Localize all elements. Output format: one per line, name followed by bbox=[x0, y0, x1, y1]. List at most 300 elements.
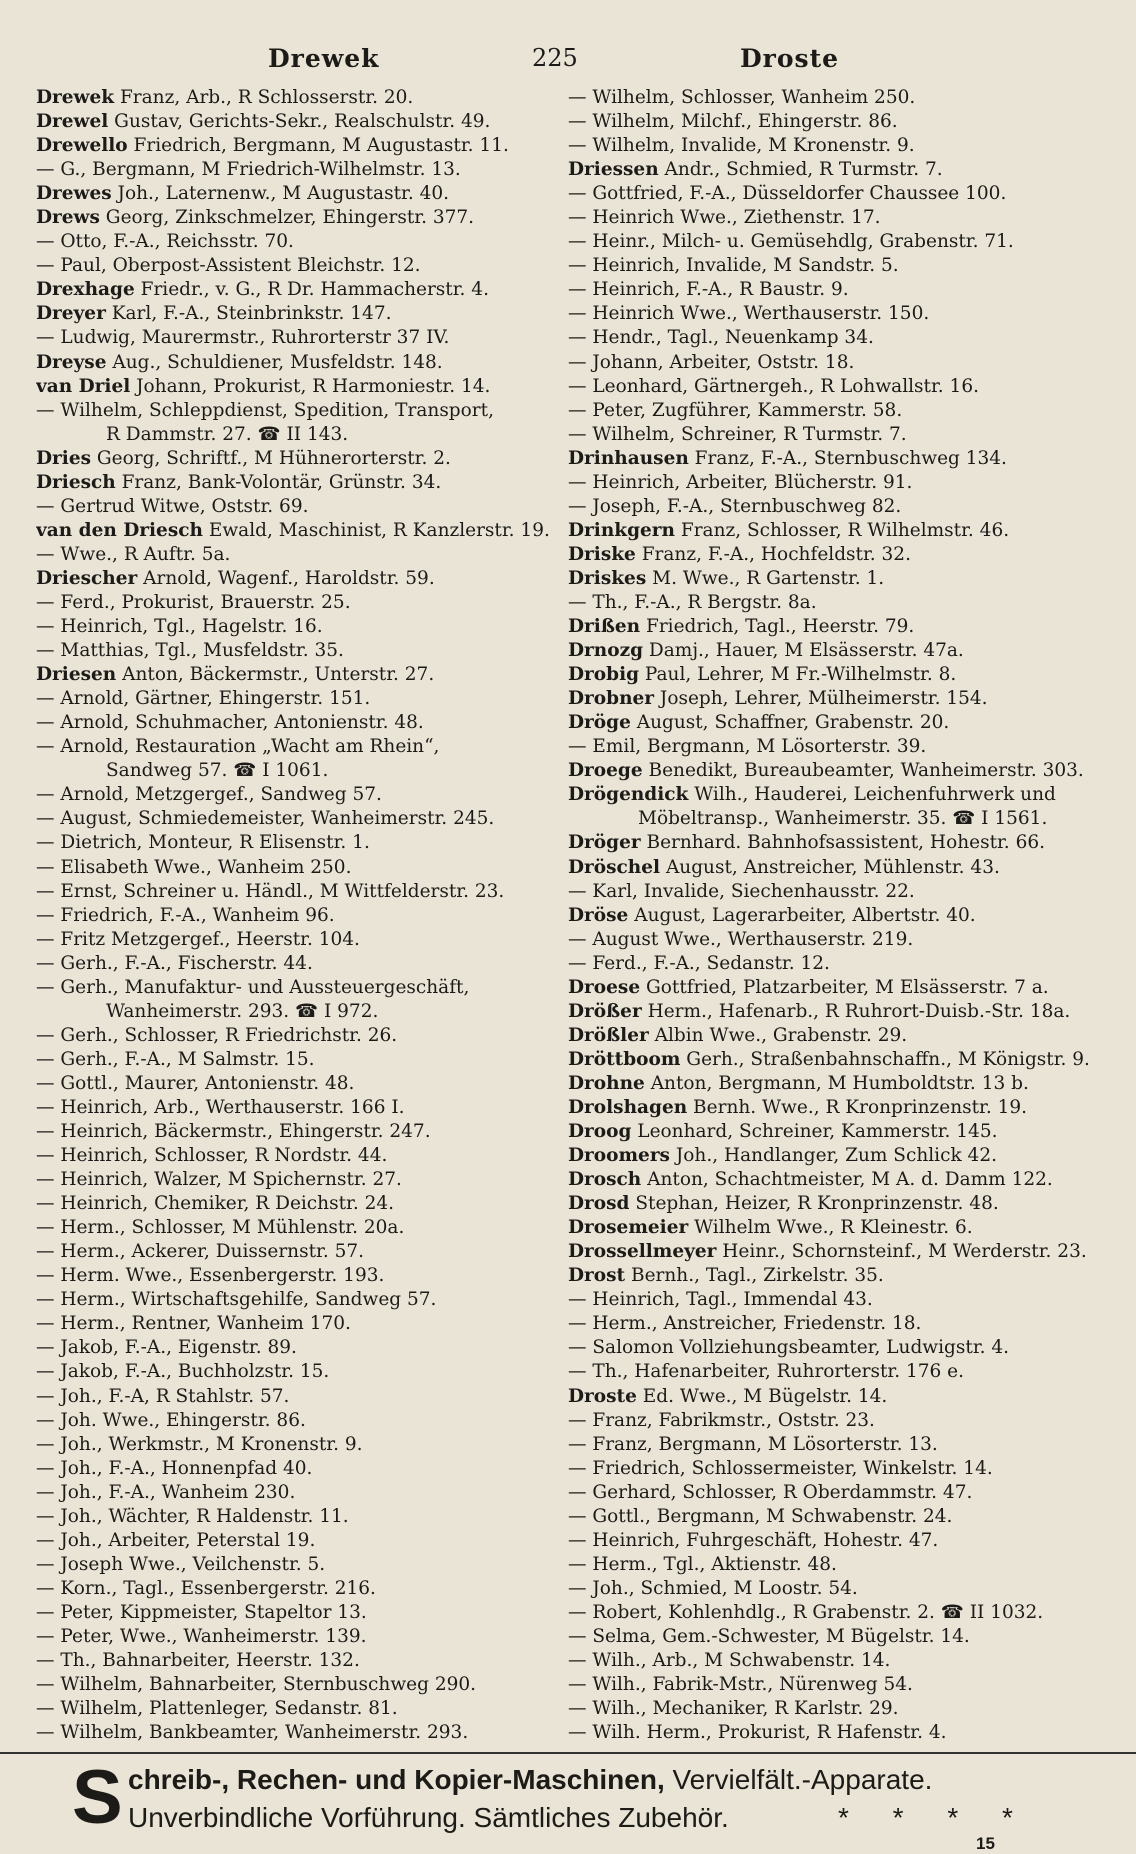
entry-text: — Gerh., Schlosser, R Friedrichstr. 26. bbox=[36, 1024, 398, 1046]
entry-surname: Drnozg bbox=[568, 640, 644, 662]
directory-entry bbox=[568, 519, 1108, 543]
directory-entry bbox=[36, 206, 556, 230]
directory-entry bbox=[36, 1264, 556, 1288]
directory-entry bbox=[568, 134, 1108, 158]
directory-entry bbox=[568, 856, 1108, 880]
entry-text: — Emil, Bergmann, M Lösorterstr. 39. bbox=[568, 736, 927, 758]
entry-text: — Franz, Fabrikmstr., Oststr. 23. bbox=[568, 1409, 875, 1431]
ad-line-1 bbox=[128, 1764, 932, 1796]
entry-text: Gottfried, Platzarbeiter, M Elsässerstr. 7 a. bbox=[640, 976, 1049, 998]
entry-surname: Drosemeier bbox=[568, 1217, 689, 1239]
entry-text: — G., Bergmann, M Friedrich-Wilhelmstr. 13. bbox=[36, 159, 461, 181]
entry-surname: van den Driesch bbox=[36, 519, 203, 541]
directory-entry bbox=[36, 254, 556, 278]
directory-entry bbox=[36, 904, 556, 928]
directory-entry bbox=[36, 1601, 556, 1625]
directory-entry bbox=[568, 1336, 1108, 1360]
entry-text: Möbeltransp., Wanheimerstr. 35. ☎ I 1561. bbox=[638, 808, 1048, 830]
entry-text: — Joh., Arbeiter, Peterstal 19. bbox=[36, 1529, 316, 1551]
directory-entry bbox=[36, 1120, 556, 1144]
directory-entry bbox=[568, 783, 1108, 807]
entry-text: — Herm., Ackerer, Duissernstr. 57. bbox=[36, 1241, 365, 1263]
directory-entry bbox=[568, 1553, 1108, 1577]
entry-text: — Wilhelm, Milchf., Ehingerstr. 86. bbox=[568, 111, 898, 133]
entry-text: — Robert, Kohlenhdlg., R Grabenstr. 2. ☎ II 1032. bbox=[568, 1601, 1044, 1623]
ad-stars: * * * * bbox=[838, 1802, 1031, 1833]
entry-text: — Fritz Metzgergef., Heerstr. 104. bbox=[36, 928, 360, 950]
entry-surname: Dröger bbox=[568, 832, 641, 854]
header-left-keyword: Drewek bbox=[268, 44, 380, 73]
entry-surname: Drinhausen bbox=[568, 447, 689, 469]
entry-surname: Driesen bbox=[36, 664, 117, 686]
entry-surname: Drossellmeyer bbox=[568, 1241, 717, 1263]
entry-text: — Heinrich, Arb., Werthauserstr. 166 I. bbox=[36, 1096, 405, 1118]
directory-entry bbox=[568, 1048, 1108, 1072]
directory-entry bbox=[568, 1721, 1108, 1745]
directory-entry bbox=[36, 1673, 556, 1697]
directory-entry bbox=[568, 687, 1108, 711]
directory-entry bbox=[36, 928, 556, 952]
entry-text: — Joh., Wächter, R Haldenstr. 11. bbox=[36, 1505, 349, 1527]
entry-surname: Drost bbox=[568, 1265, 626, 1287]
entry-text: August, Lagerarbeiter, Albertstr. 40. bbox=[628, 904, 976, 926]
entry-text: — Wilhelm, Bankbeamter, Wanheimerstr. 293. bbox=[36, 1722, 469, 1744]
directory-entry bbox=[36, 351, 556, 375]
directory-entry bbox=[36, 1433, 556, 1457]
directory-entry bbox=[568, 1024, 1108, 1048]
directory-entry bbox=[568, 447, 1108, 471]
entry-text: — Herm., Tgl., Aktienstr. 48. bbox=[568, 1553, 837, 1575]
directory-entry bbox=[36, 880, 556, 904]
entry-surname: Drobner bbox=[568, 688, 655, 710]
directory-entry bbox=[568, 952, 1108, 976]
entry-surname: Driesch bbox=[36, 471, 116, 493]
directory-entry bbox=[568, 230, 1108, 254]
directory-entry bbox=[36, 543, 556, 567]
entry-text: — Korn., Tagl., Essenbergerstr. 216. bbox=[36, 1577, 376, 1599]
entry-surname: Drißen bbox=[568, 616, 641, 638]
directory-entry bbox=[36, 831, 556, 855]
entry-text: Johann, Prokurist, R Harmoniestr. 14. bbox=[130, 375, 491, 397]
entry-text: Arnold, Wagenf., Haroldstr. 59. bbox=[137, 567, 435, 589]
directory-entry bbox=[36, 1168, 556, 1192]
entry-text: Herm., Hafenarb., R Ruhrort-Duisb.-Str. 18a. bbox=[641, 1000, 1071, 1022]
entry-surname: Drewek bbox=[36, 87, 115, 108]
entry-text: Friedrich, Bergmann, M Augustastr. 11. bbox=[127, 135, 509, 157]
entry-text: Stephan, Heizer, R Kronprinzenstr. 48. bbox=[629, 1193, 999, 1215]
directory-entry bbox=[36, 1505, 556, 1529]
directory-entry bbox=[568, 423, 1108, 447]
entry-text: — Th., Hafenarbeiter, Ruhrorterstr. 176 e. bbox=[568, 1361, 965, 1383]
entry-text: Benedikt, Bureaubeamter, Wanheimerstr. 303. bbox=[642, 760, 1084, 782]
entry-text: — Joh., F.-A., Wanheim 230. bbox=[36, 1481, 296, 1503]
entry-surname: Dreyer bbox=[36, 303, 106, 325]
directory-entry bbox=[568, 1505, 1108, 1529]
directory-entry bbox=[568, 1697, 1108, 1721]
entry-text: — Ernst, Schreiner u. Händl., M Wittfelderstr. 23. bbox=[36, 880, 505, 902]
directory-entry bbox=[36, 711, 556, 735]
entry-surname: Droog bbox=[568, 1121, 632, 1143]
left-column bbox=[36, 86, 556, 1745]
entry-text: — Heinrich, Tagl., Immendal 43. bbox=[568, 1289, 873, 1311]
directory-entry bbox=[568, 1457, 1108, 1481]
directory-entry bbox=[36, 639, 556, 663]
directory-entry bbox=[568, 182, 1108, 206]
entry-text: Anton, Bergmann, M Humboldtstr. 13 b. bbox=[644, 1072, 1029, 1094]
directory-entry bbox=[568, 254, 1108, 278]
entry-text: Heinr., Schornsteinf., M Werderstr. 23. bbox=[716, 1241, 1087, 1263]
directory-entry bbox=[36, 759, 556, 783]
entry-text: — Joh., F.-A., Honnenpfad 40. bbox=[36, 1457, 313, 1479]
entry-text: Wilh., Hauderei, Leichenfuhrwerk und bbox=[688, 784, 1056, 806]
entry-text: — Peter, Zugführer, Kammerstr. 58. bbox=[568, 399, 903, 421]
entry-text: — Jakob, F.-A., Eigenstr. 89. bbox=[36, 1337, 297, 1359]
right-column bbox=[568, 86, 1108, 1745]
directory-entry bbox=[36, 302, 556, 326]
entry-surname: Drewes bbox=[36, 183, 112, 205]
entry-text: Franz, Arb., R Schlosserstr. 20. bbox=[114, 87, 414, 108]
entry-text: — Wilhelm, Bahnarbeiter, Sternbuschweg 290. bbox=[36, 1674, 477, 1696]
entry-text: Sandweg 57. ☎ I 1061. bbox=[106, 760, 329, 782]
entry-surname: Drewel bbox=[36, 111, 109, 133]
entry-text: — Gerh., Manufaktur- und Aussteuergeschäft, bbox=[36, 976, 470, 998]
entry-surname: Droste bbox=[568, 1385, 637, 1407]
directory-entry bbox=[568, 158, 1108, 182]
entry-text: — Th., Bahnarbeiter, Heerstr. 132. bbox=[36, 1650, 360, 1672]
directory-entry bbox=[568, 1385, 1108, 1409]
entry-text: — Heinrich, F.-A., R Baustr. 9. bbox=[568, 279, 849, 301]
directory-entry bbox=[36, 1240, 556, 1264]
entry-surname: Dröttboom bbox=[568, 1048, 681, 1070]
directory-entry bbox=[568, 711, 1108, 735]
entry-text: — Wilhelm, Schreiner, R Turmstr. 7. bbox=[568, 423, 907, 445]
directory-entry bbox=[36, 423, 556, 447]
entry-text: Friedrich, Tagl., Heerstr. 79. bbox=[640, 616, 915, 638]
directory-entry bbox=[568, 976, 1108, 1000]
directory-entry bbox=[568, 639, 1108, 663]
directory-entry bbox=[36, 1312, 556, 1336]
entry-text: — August, Schmiedemeister, Wanheimerstr. 245. bbox=[36, 808, 495, 830]
entry-text: — Salomon Vollziehungsbeamter, Ludwigstr. 4. bbox=[568, 1337, 1010, 1359]
directory-entry bbox=[36, 326, 556, 350]
entry-text: Bernhard. Bahnhofsassistent, Hohestr. 66. bbox=[640, 832, 1045, 854]
entry-text: Joseph, Lehrer, Mülheimerstr. 154. bbox=[654, 688, 988, 710]
entry-text: Leonhard, Schreiner, Kammerstr. 145. bbox=[631, 1121, 998, 1143]
directory-entry bbox=[568, 591, 1108, 615]
directory-entry bbox=[568, 1072, 1108, 1096]
entry-text: Georg, Zinkschmelzer, Ehingerstr. 377. bbox=[99, 207, 475, 229]
entry-surname: Drögendick bbox=[568, 784, 689, 806]
entry-text: — Arnold, Metzgergef., Sandweg 57. bbox=[36, 784, 382, 806]
entry-text: — Leonhard, Gärtnergeh., R Lohwallstr. 16. bbox=[568, 375, 979, 397]
directory-entry bbox=[568, 1312, 1108, 1336]
page-header bbox=[0, 44, 1136, 84]
directory-entry bbox=[36, 1336, 556, 1360]
entry-text: — Friedrich, Schlossermeister, Winkelstr. 14. bbox=[568, 1457, 993, 1479]
directory-entry bbox=[36, 1000, 556, 1024]
entry-text: — Gottfried, F.-A., Düsseldorfer Chaussee 100. bbox=[568, 183, 1007, 205]
directory-entry bbox=[568, 543, 1108, 567]
entry-text: August, Schaffner, Grabenstr. 20. bbox=[630, 712, 950, 734]
directory-entry bbox=[36, 1481, 556, 1505]
ad-footer-number: 15 bbox=[976, 1834, 995, 1853]
entry-text: Bernh. Wwe., R Kronprinzenstr. 19. bbox=[687, 1096, 1028, 1118]
entry-surname: Drews bbox=[36, 207, 100, 229]
entry-text: — Peter, Wwe., Wanheimerstr. 139. bbox=[36, 1626, 367, 1647]
entry-text: Gerh., Straßenbahnschaffn., M Königstr. 9. bbox=[680, 1048, 1090, 1070]
directory-entry bbox=[568, 1409, 1108, 1433]
ad-initial: S bbox=[72, 1755, 123, 1840]
entry-text: — Wilhelm, Schlosser, Wanheim 250. bbox=[568, 87, 916, 108]
entry-surname: Droomers bbox=[568, 1145, 670, 1167]
entry-surname: Dries bbox=[36, 447, 92, 469]
directory-entry bbox=[36, 1577, 556, 1601]
entry-text: Albin Wwe., Grabenstr. 29. bbox=[648, 1024, 908, 1046]
entry-text: — Heinrich, Bäckermstr., Ehingerstr. 247. bbox=[36, 1121, 431, 1143]
entry-text: — Friedrich, F.-A., Wanheim 96. bbox=[36, 904, 335, 926]
header-right-keyword: Droste bbox=[740, 44, 840, 73]
directory-entry bbox=[36, 134, 556, 158]
entry-surname: Driskes bbox=[568, 567, 647, 589]
entry-text: — Herm. Wwe., Essenbergerstr. 193. bbox=[36, 1265, 385, 1287]
directory-entry bbox=[36, 1024, 556, 1048]
directory-entry bbox=[36, 278, 556, 302]
directory-entry bbox=[36, 1649, 556, 1673]
directory-entry bbox=[36, 591, 556, 615]
entry-text: — Joh. Wwe., Ehingerstr. 86. bbox=[36, 1409, 306, 1431]
entry-surname: Drößer bbox=[568, 1000, 642, 1022]
directory-entry bbox=[36, 1048, 556, 1072]
entry-surname: Drosch bbox=[568, 1169, 642, 1191]
directory-entry bbox=[568, 904, 1108, 928]
directory-entry bbox=[568, 663, 1108, 687]
entry-text: R Dammstr. 27. ☎ II 143. bbox=[106, 423, 349, 445]
entry-text: August, Anstreicher, Mühlenstr. 43. bbox=[660, 856, 1000, 878]
directory-entry bbox=[568, 206, 1108, 230]
directory-entry bbox=[568, 759, 1108, 783]
entry-text: — Heinrich, Invalide, M Sandstr. 5. bbox=[568, 255, 899, 277]
entry-surname: Drößler bbox=[568, 1024, 649, 1046]
entry-text: — Heinrich, Arbeiter, Blücherstr. 91. bbox=[568, 471, 913, 493]
entry-text: — Heinr., Milch- u. Gemüsehdlg, Grabenstr. 71. bbox=[568, 231, 1014, 253]
ad-line-1-rest: Vervielfält.-Apparate. bbox=[664, 1764, 933, 1795]
entry-surname: Dreyse bbox=[36, 351, 107, 373]
entry-text: — Wwe., R Auftr. 5a. bbox=[36, 543, 231, 565]
entry-text: — Johann, Arbeiter, Oststr. 18. bbox=[568, 351, 855, 373]
directory-entry bbox=[568, 278, 1108, 302]
entry-surname: Drolshagen bbox=[568, 1096, 688, 1118]
entry-surname: Drexhage bbox=[36, 279, 135, 301]
directory-entry bbox=[568, 1168, 1108, 1192]
entry-text: — Ferd., F.-A., Sedanstr. 12. bbox=[568, 952, 830, 974]
directory-entry bbox=[36, 158, 556, 182]
directory-entry bbox=[36, 447, 556, 471]
entry-text: — Selma, Gem.-Schwester, M Bügelstr. 14. bbox=[568, 1626, 970, 1647]
entry-text: — Dietrich, Monteur, R Elisenstr. 1. bbox=[36, 832, 370, 854]
entry-text: — Heinrich Wwe., Ziethenstr. 17. bbox=[568, 207, 881, 229]
directory-entry bbox=[36, 495, 556, 519]
entry-text: — Matthias, Tgl., Musfeldstr. 35. bbox=[36, 640, 344, 662]
directory-entry bbox=[568, 1288, 1108, 1312]
directory-entry bbox=[568, 807, 1108, 831]
entry-text: Karl, F.-A., Steinbrinkstr. 147. bbox=[105, 303, 392, 325]
entry-text: — Joseph Wwe., Veilchenstr. 5. bbox=[36, 1553, 326, 1575]
directory-entry bbox=[568, 831, 1108, 855]
entry-text: — Wilh., Fabrik-Mstr., Nürenweg 54. bbox=[568, 1674, 913, 1696]
directory-entry bbox=[568, 471, 1108, 495]
ad-line-1-bold: chreib-, Rechen- und Kopier-Maschinen, bbox=[128, 1764, 665, 1795]
advertisement bbox=[0, 1752, 1136, 1854]
entry-text: — Herm., Anstreicher, Friedenstr. 18. bbox=[568, 1313, 922, 1335]
directory-entry bbox=[36, 615, 556, 639]
entry-text: M. Wwe., R Gartenstr. 1. bbox=[646, 567, 885, 589]
entry-text: — Arnold, Gärtner, Ehingerstr. 151. bbox=[36, 688, 371, 710]
directory-entry bbox=[568, 928, 1108, 952]
entry-surname: Drewello bbox=[36, 135, 128, 157]
entry-text: Damj., Hauer, M Elsässerstr. 47a. bbox=[643, 640, 964, 662]
directory-entry bbox=[36, 1697, 556, 1721]
entry-text: Wilhelm Wwe., R Kleinestr. 6. bbox=[688, 1217, 973, 1239]
entry-text: — Gerh., F.-A., Fischerstr. 44. bbox=[36, 952, 313, 974]
entry-text: Ed. Wwe., M Bügelstr. 14. bbox=[636, 1385, 888, 1407]
directory-entry bbox=[36, 807, 556, 831]
directory-entry bbox=[568, 1673, 1108, 1697]
directory-entry bbox=[36, 687, 556, 711]
directory-entry bbox=[36, 976, 556, 1000]
entry-text: — Herm., Schlosser, M Mühlenstr. 20a. bbox=[36, 1217, 405, 1239]
entry-text: — Jakob, F.-A., Buchholzstr. 15. bbox=[36, 1361, 330, 1383]
entry-surname: van Driel bbox=[36, 375, 131, 397]
entry-surname: Driske bbox=[568, 543, 636, 565]
entry-text: — Arnold, Restauration „Wacht am Rhein“, bbox=[36, 736, 440, 758]
directory-entry bbox=[568, 86, 1108, 110]
directory-entry bbox=[36, 399, 556, 423]
entry-text: — Gottl., Bergmann, M Schwabenstr. 24. bbox=[568, 1505, 953, 1527]
entry-text: Franz, F.-A., Hochfeldstr. 32. bbox=[635, 543, 911, 565]
entry-surname: Dröse bbox=[568, 904, 629, 926]
entry-text: Bernh., Tagl., Zirkelstr. 35. bbox=[625, 1265, 884, 1287]
directory-entry bbox=[36, 86, 556, 110]
entry-surname: Drinkgern bbox=[568, 519, 675, 541]
directory-entry bbox=[568, 1264, 1108, 1288]
directory-entry bbox=[36, 519, 556, 543]
entry-text: — Heinrich, Fuhrgeschäft, Hohestr. 47. bbox=[568, 1529, 939, 1551]
directory-entry bbox=[36, 1385, 556, 1409]
entry-text: — Joh., F.-A, R Stahlstr. 57. bbox=[36, 1385, 290, 1407]
directory-entry bbox=[36, 1072, 556, 1096]
entry-text: — Ferd., Prokurist, Brauerstr. 25. bbox=[36, 591, 351, 613]
directory-entry bbox=[36, 1360, 556, 1384]
entry-text: Franz, F.-A., Sternbuschweg 134. bbox=[688, 447, 1007, 469]
entry-text: — Gottl., Maurer, Antonienstr. 48. bbox=[36, 1072, 355, 1094]
entry-text: — Gertrud Witwe, Oststr. 69. bbox=[36, 495, 309, 517]
directory-entry bbox=[568, 1481, 1108, 1505]
entry-text: — Gerhard, Schlosser, R Oberdammstr. 47. bbox=[568, 1481, 973, 1503]
entry-text: — Wilhelm, Plattenleger, Sedanstr. 81. bbox=[36, 1698, 398, 1720]
entry-text: — Th., F.-A., R Bergstr. 8a. bbox=[568, 591, 817, 613]
entry-text: Joh., Laternenw., M Augustastr. 40. bbox=[111, 183, 449, 205]
directory-entry bbox=[36, 735, 556, 759]
directory-entry bbox=[568, 1216, 1108, 1240]
directory-entry bbox=[568, 1120, 1108, 1144]
entry-text: — Peter, Kippmeister, Stapeltor 13. bbox=[36, 1601, 367, 1623]
directory-entry bbox=[568, 1000, 1108, 1024]
directory-entry bbox=[568, 495, 1108, 519]
directory-entry bbox=[568, 735, 1108, 759]
directory-entry bbox=[36, 1553, 556, 1577]
entry-text: Joh., Handlanger, Zum Schlick 42. bbox=[669, 1145, 997, 1167]
entry-text: — August Wwe., Werthauserstr. 219. bbox=[568, 928, 914, 950]
directory-entry bbox=[36, 1409, 556, 1433]
directory-entry bbox=[568, 880, 1108, 904]
entry-surname: Drosd bbox=[568, 1193, 630, 1215]
directory-entry bbox=[36, 1625, 556, 1649]
directory-entry bbox=[568, 1433, 1108, 1457]
directory-entry bbox=[36, 1192, 556, 1216]
directory-entry bbox=[36, 1144, 556, 1168]
directory-entry bbox=[36, 1457, 556, 1481]
directory-entry bbox=[568, 110, 1108, 134]
entry-text: Franz, Schlosser, R Wilhelmstr. 46. bbox=[675, 519, 1010, 541]
entry-text: Anton, Bäckermstr., Unterstr. 27. bbox=[116, 664, 435, 686]
entry-surname: Dröge bbox=[568, 712, 631, 734]
directory-entry bbox=[36, 1096, 556, 1120]
entry-text: — Joh., Werkmstr., M Kronenstr. 9. bbox=[36, 1433, 363, 1455]
entry-text: — Gerh., F.-A., M Salmstr. 15. bbox=[36, 1048, 315, 1070]
entry-text: — Paul, Oberpost-Assistent Bleichstr. 12. bbox=[36, 255, 421, 277]
entry-text: — Hendr., Tagl., Neuenkamp 34. bbox=[568, 327, 874, 349]
page-number: 225 bbox=[532, 44, 578, 72]
entry-text: Ewald, Maschinist, R Kanzlerstr. 19. bbox=[202, 519, 550, 541]
directory-entry bbox=[568, 1529, 1108, 1553]
directory-entry bbox=[36, 471, 556, 495]
directory-entry bbox=[36, 375, 556, 399]
entry-text: — Heinrich, Chemiker, R Deichstr. 24. bbox=[36, 1193, 395, 1215]
directory-entry bbox=[568, 351, 1108, 375]
entry-text: — Arnold, Schuhmacher, Antonienstr. 48. bbox=[36, 712, 424, 734]
directory-entry bbox=[568, 1625, 1108, 1649]
entry-surname: Droese bbox=[568, 976, 641, 998]
directory-entry bbox=[36, 567, 556, 591]
directory-entry bbox=[568, 399, 1108, 423]
entry-text: — Herm., Rentner, Wanheim 170. bbox=[36, 1313, 351, 1335]
entry-text: — Wilh. Herm., Prokurist, R Hafenstr. 4. bbox=[568, 1722, 947, 1744]
entry-surname: Droege bbox=[568, 760, 643, 782]
entry-text: Gustav, Gerichts-Sekr., Realschulstr. 49. bbox=[108, 111, 491, 133]
entry-text: Franz, Bank-Volontär, Grünstr. 34. bbox=[115, 471, 442, 493]
entry-text: Friedr., v. G., R Dr. Hammacherstr. 4. bbox=[134, 279, 489, 301]
entry-text: — Wilh., Mechaniker, R Karlstr. 29. bbox=[568, 1698, 899, 1720]
directory-entry bbox=[36, 856, 556, 880]
entry-text: — Heinrich, Walzer, M Spichernstr. 27. bbox=[36, 1169, 402, 1191]
directory-entry bbox=[36, 663, 556, 687]
directory-entry bbox=[568, 1649, 1108, 1673]
entry-surname: Drobig bbox=[568, 664, 640, 686]
ad-line-2: Unverbindliche Vorführung. Sämtliches Zubehör. bbox=[128, 1802, 729, 1833]
directory-entry bbox=[568, 1601, 1108, 1625]
entry-surname: Drohne bbox=[568, 1072, 645, 1094]
entry-surname: Driessen bbox=[568, 159, 659, 181]
entry-text: — Ludwig, Maurermstr., Ruhrorterstr 37 IV. bbox=[36, 327, 450, 349]
directory-entry bbox=[568, 1240, 1108, 1264]
directory-entry bbox=[568, 1360, 1108, 1384]
entry-text: — Wilhelm, Invalide, M Kronenstr. 9. bbox=[568, 135, 915, 157]
entry-text: — Herm., Wirtschaftsgehilfe, Sandweg 57. bbox=[36, 1289, 437, 1311]
directory-entry bbox=[36, 110, 556, 134]
directory-entry bbox=[36, 952, 556, 976]
entry-text: Andr., Schmied, R Turmstr. 7. bbox=[658, 159, 943, 181]
directory-entry bbox=[36, 1216, 556, 1240]
